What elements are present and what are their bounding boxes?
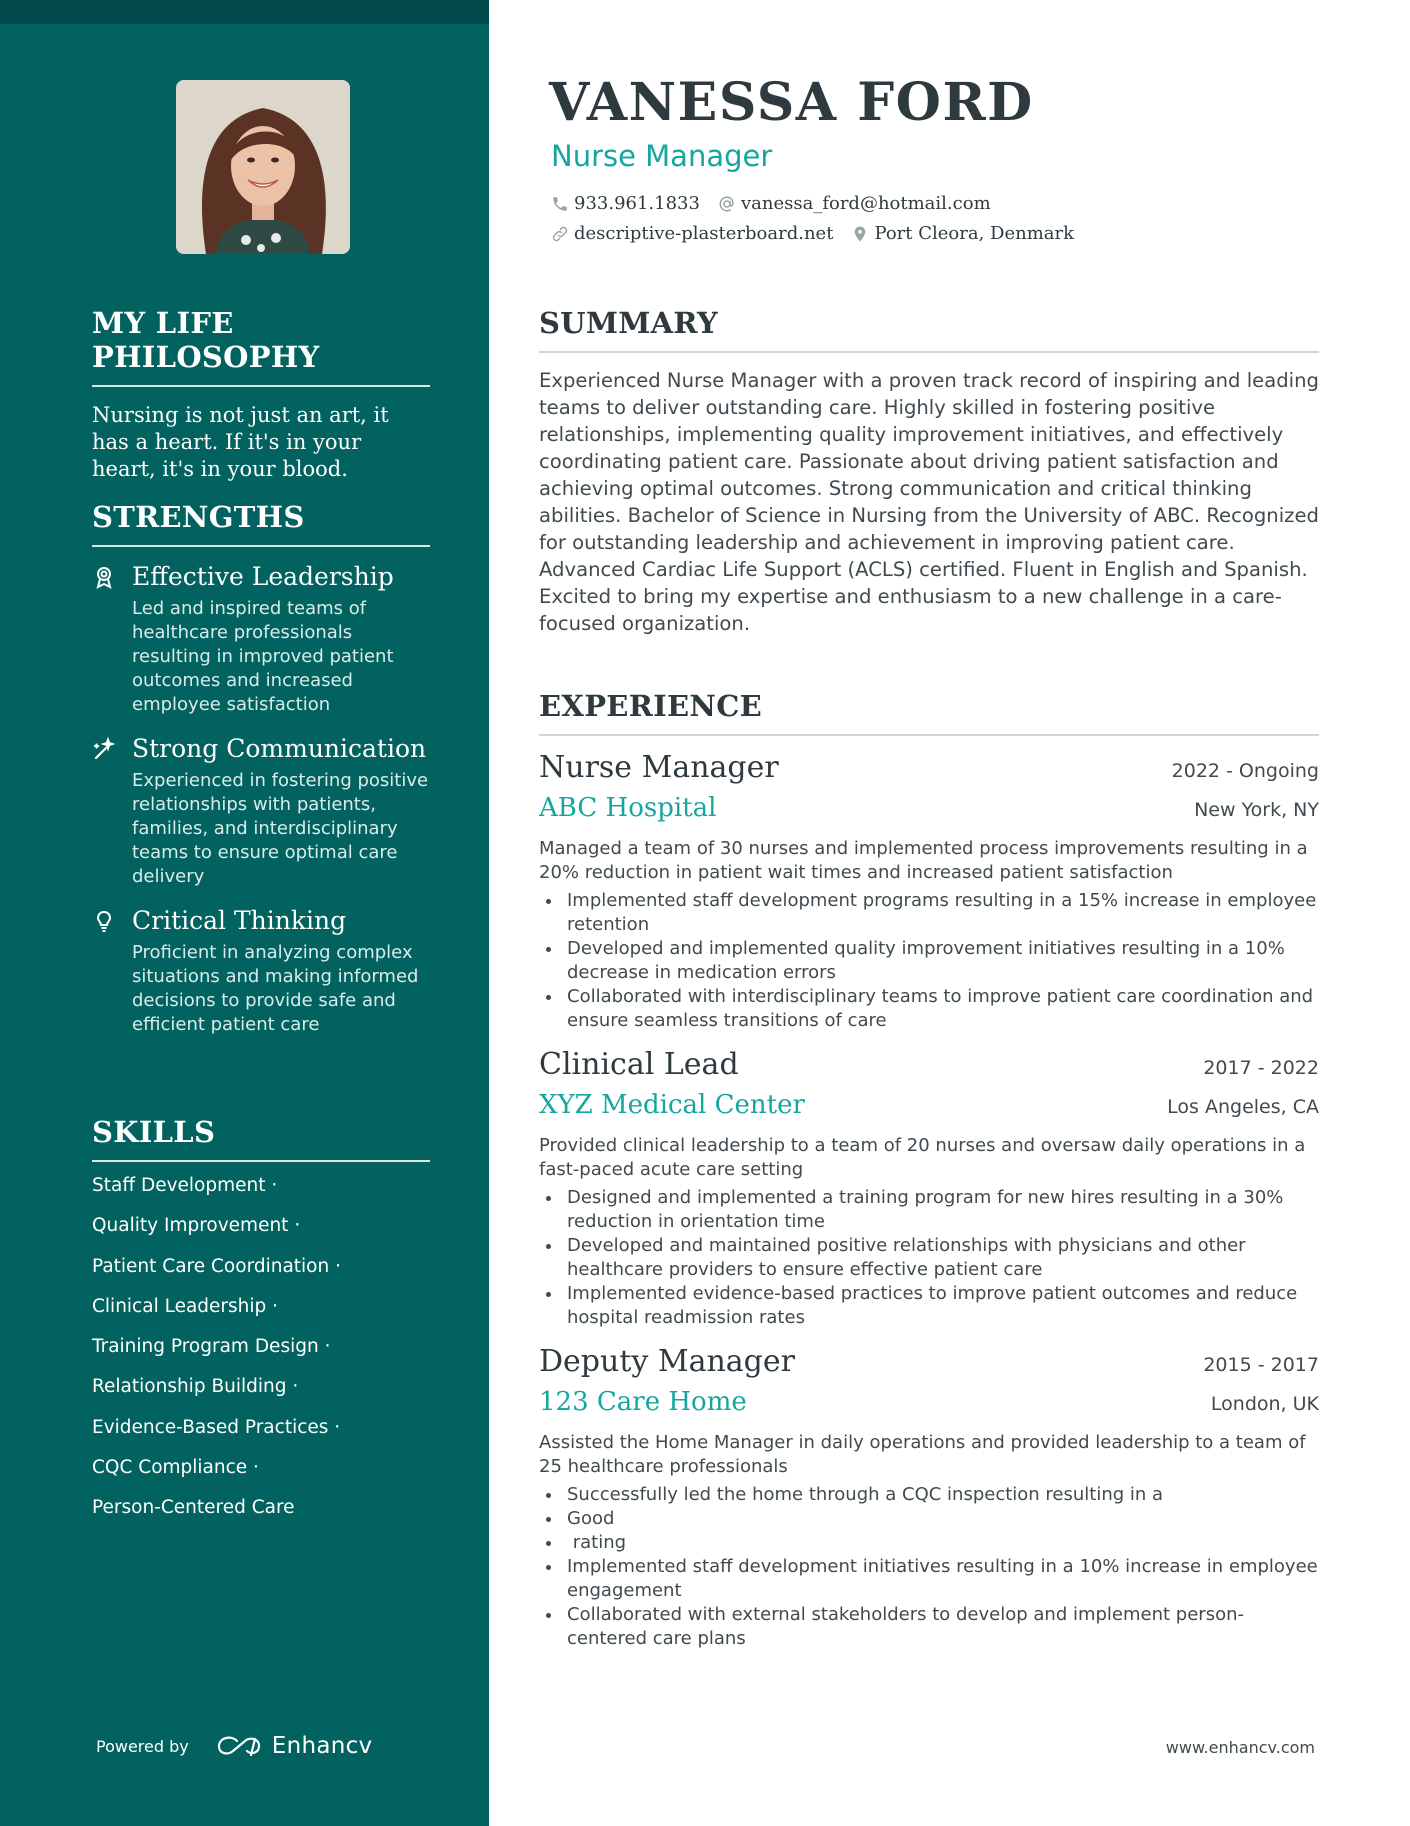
powered-by-label: Powered by: [96, 1736, 189, 1756]
sidebar: [0, 0, 489, 1826]
skills-section: [92, 1115, 430, 1537]
strength-item: [92, 561, 430, 717]
lightbulb-icon: [92, 909, 116, 933]
philosophy-text: Nursing is not just an art, it has a heart. If it's in your heart, it's in your blood.: [92, 403, 389, 481]
bullet-item: Collaborated with external stakeholders to develop and implement person-centered care plans: [539, 1603, 1319, 1651]
job-description: Managed a team of 30 nurses and implemented process improvements resulting in a 20% reduction in patient wait times and increased patient satisfaction: [539, 838, 1308, 883]
website-contact[interactable]: [551, 223, 833, 244]
strength-description: Experienced in fostering positive relationships with patients, families, and interdisciplinary teams to ensure optimal care delivery: [132, 770, 429, 887]
link-icon: [551, 225, 569, 243]
strengths-section: [92, 500, 430, 1037]
job-bullets: [539, 1186, 1319, 1330]
bullet-item: Successfully led the home through a CQC inspection resulting in a: [539, 1483, 1319, 1507]
magic-wand-icon: [92, 737, 116, 761]
strength-item: [92, 905, 430, 1037]
bullet-item: Designed and implemented a training program for new hires resulting in a 30% reduction in orientation time: [539, 1186, 1319, 1234]
job-company: XYZ Medical Center: [539, 1090, 805, 1120]
job-location: London, UK: [1210, 1393, 1319, 1415]
summary-heading: SUMMARY: [539, 306, 1319, 353]
location-text: Port Cleora, Denmark: [874, 223, 1075, 244]
skill-item: Clinical Leadership ·: [92, 1295, 279, 1317]
email-text: vanessa_ford@hotmail.com: [740, 193, 991, 214]
job-location: Los Angeles, CA: [1167, 1096, 1319, 1118]
at-sign-icon: [718, 195, 736, 213]
philosophy-heading: MY LIFE PHILOSOPHY: [92, 306, 430, 387]
bullet-item: Developed and implemented quality improvement initiatives resulting in a 10% decrease in medication errors: [539, 937, 1319, 985]
avatar: [176, 80, 350, 254]
contact-row: [551, 193, 1009, 214]
strengths-heading: STRENGTHS: [92, 500, 430, 547]
bullet-item: Implemented evidence-based practices to improve patient outcomes and reduce hospital readmission rates: [539, 1282, 1319, 1330]
bullet-item: Implemented staff development programs resulting in a 15% increase in employee retention: [539, 889, 1319, 937]
phone-icon: [551, 195, 569, 213]
experience-section: [539, 689, 1319, 1651]
skills-heading: SKILLS: [92, 1115, 430, 1162]
enhancv-site-link[interactable]: www.enhancv.com: [1165, 1738, 1315, 1757]
job-dates: 2017 - 2022: [1203, 1057, 1319, 1079]
map-pin-icon: [851, 225, 869, 243]
website-text: descriptive-plasterboard.net: [574, 223, 834, 244]
strength-description: Led and inspired teams of healthcare professionals resulting in improved patient outcomes and increased employee satisfaction: [132, 598, 394, 715]
strength-title: Effective Leadership: [132, 562, 394, 591]
strength-title: Strong Communication: [132, 734, 427, 763]
skill-item: Person-Centered Care: [92, 1497, 295, 1519]
skill-item: Staff Development ·: [92, 1175, 278, 1196]
strength-description: Proficient in analyzing complex situations and making informed decisions to provide safe and efficient patient care: [132, 942, 419, 1035]
candidate-title: Nurse Manager: [551, 139, 773, 173]
bullet-item: Implemented staff development initiatives resulting in a 10% increase in employee engagement: [539, 1555, 1319, 1603]
philosophy-section: [92, 306, 430, 483]
strength-title: Critical Thinking: [132, 906, 347, 935]
job-dates: 2015 - 2017: [1203, 1354, 1319, 1376]
award-ribbon-icon: [92, 565, 116, 589]
powered-by[interactable]: [96, 1733, 372, 1759]
skill-item: Evidence-Based Practices ·: [92, 1416, 341, 1438]
sidebar-top-band: [0, 0, 489, 24]
skills-list: [92, 1174, 430, 1520]
bullet-item: Good: [539, 1507, 1319, 1531]
job-entry: [539, 1344, 1319, 1651]
location-contact: [851, 223, 1074, 244]
phone-text: 933.961.1833: [574, 193, 700, 214]
job-entry: [539, 750, 1319, 1033]
profile-photo: [176, 80, 350, 254]
skill-item: Quality Improvement ·: [92, 1215, 301, 1237]
enhancv-logo-icon: [215, 1733, 263, 1759]
phone-contact[interactable]: [551, 193, 700, 214]
job-role: Clinical Lead: [539, 1047, 739, 1082]
candidate-name: VANESSA FORD: [549, 72, 1034, 133]
job-dates: 2022 - Ongoing: [1171, 760, 1319, 782]
job-company: ABC Hospital: [539, 793, 717, 823]
bullet-item: Developed and maintained positive relationships with physicians and other healthcare providers to ensure effective patient care: [539, 1234, 1319, 1282]
experience-heading: EXPERIENCE: [539, 689, 1319, 736]
skill-item: Relationship Building ·: [92, 1376, 299, 1398]
job-role: Nurse Manager: [539, 750, 779, 785]
email-contact[interactable]: [718, 193, 991, 214]
job-role: Deputy Manager: [539, 1344, 795, 1379]
bullet-item: rating: [539, 1531, 1319, 1555]
skill-item: Patient Care Coordination ·: [92, 1255, 341, 1277]
job-entry: [539, 1047, 1319, 1330]
brand-name: Enhancv: [271, 1733, 373, 1759]
strength-item: [92, 733, 430, 889]
job-description: Provided clinical leadership to a team of 20 nurses and oversaw daily operations in a fast-paced acute care setting: [539, 1135, 1306, 1180]
bullet-item: Collaborated with interdisciplinary teams to improve patient care coordination and ensure seamless transitions of care: [539, 985, 1319, 1033]
job-bullets: [539, 1483, 1319, 1651]
job-company: 123 Care Home: [539, 1387, 747, 1417]
job-location: New York, NY: [1194, 799, 1319, 821]
job-bullets: [539, 889, 1319, 1033]
skill-item: Training Program Design ·: [92, 1336, 331, 1358]
contact-row: [551, 223, 1092, 244]
summary-section: [539, 306, 1319, 637]
job-description: Assisted the Home Manager in daily operations and provided leadership to a team of 25 healthcare professionals: [539, 1432, 1306, 1477]
skill-item: CQC Compliance ·: [92, 1457, 259, 1479]
summary-text: Experienced Nurse Manager with a proven track record of inspiring and leading teams to deliver outstanding care. Highly skilled in fostering positive relationships, implementing quality improvement initiatives, and effectively coordinating patient care. Passionate about driving patient satisfaction and achieving optimal outcomes. Strong communication and critical thinking abilities. Bachelor of Science in Nursing from the University of ABC. Recognized for outstanding leadership and achievement in improving patient care. Advanced Cardiac Life Support (ACLS) certified. Fluent in English and Spanish. Excited to bring my expertise and enthusiasm to a new challenge in a care-focused organization.: [539, 369, 1319, 635]
